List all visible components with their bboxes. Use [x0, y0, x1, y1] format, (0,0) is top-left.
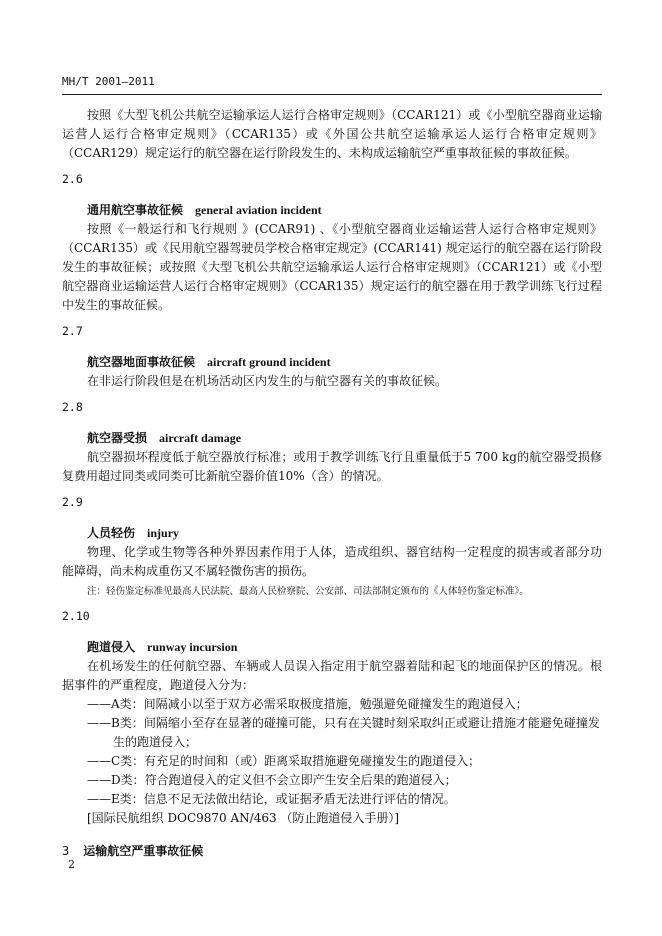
definition-paragraph: 在机场发生的任何航空器、车辆或人员误入指定用于航空器着陆和起飞的地面保护区的情况。根据事件的严重程度，跑道侵入分为： [62, 659, 602, 692]
term-zh: 人员轻伤 [87, 526, 136, 540]
definition-paragraph: 航空器损坏程度低于航空器放行标准；或用于教学训练飞行且重量低于5 700 kg的航空器受损修复费用超过同类或同类可比新航空器价值10%（含）的情况。 [62, 450, 602, 483]
standard-code-header: MH/T 2001—2011 [62, 75, 155, 88]
term-zh: 通用航空事故征候 [87, 203, 184, 217]
header-divider [62, 94, 602, 95]
note-text: 注：轻伤鉴定标准见最高人民法院、最高人民检察院、公安部、司法部制定颁布的《人体轻伤鉴定标准》。 [87, 586, 529, 597]
list-item: ——B类：间隔缩小至存在显著的碰撞可能，只有在关键时刻采取纠正或避让措施才能避免碰撞发 [87, 716, 600, 730]
term-en: aircraft damage [159, 431, 242, 445]
page-number: 2 [68, 858, 75, 871]
term-en: general aviation incident [195, 203, 322, 217]
list-item: ——A类：间隔减小以至于双方必需采取极度措施，勉强避免碰撞发生的跑道侵入； [87, 697, 528, 711]
term-zh: 跑道侵入 [87, 640, 136, 654]
term-zh: 航空器地面事故征候 [87, 355, 196, 369]
list-item: ——C类：有充足的时间和（或）距离采取措施避免碰撞发生的跑道侵入； [87, 754, 481, 768]
document-body [62, 106, 602, 861]
list-item-continuation: 生的跑道侵入； [113, 735, 198, 749]
clause-number-2-7: 2.7 [62, 324, 83, 338]
term-en: aircraft ground incident [207, 355, 331, 369]
section-heading-3 [62, 842, 602, 861]
definition-paragraph: 物理、化学或生物等各种外界因素作用于人体，造成组织、器官结构一定程度的损害或者部分功能障碍，尚未构成重伤又不属轻微伤害的损伤。 [62, 545, 602, 578]
term-heading-2-9 [62, 524, 602, 543]
definition-paragraph: 按照《一般运行和飞行规则 》(CCAR91) 、《小型航空器商业运输运营人运行合格审定规则》（CCAR135）或《民用航空器驾驶员学校合格审定规定》(CCAR141) 规定运行的航空器在运行阶段发生的事故征候；或按照《大型飞机公共航空运输承运人运行合格审定规则》（CCAR121）或《小型航空器商业运输运营人运行合格审定规则》（CCAR135）规定运行的航空器在用于教学训练飞行过程中发生的事故征候。 [62, 222, 602, 312]
term-en: runway incursion [147, 640, 238, 654]
clause-number-2-10: 2.10 [62, 609, 90, 623]
section-number: 3 [62, 844, 70, 858]
term-zh: 航空器受损 [87, 431, 148, 445]
list-item: ——E类：信息不足无法做出结论，或证据矛盾无法进行评估的情况。 [87, 792, 456, 806]
reference-citation: [国际民航组织 DOC9870 AN/463 （防止跑道侵入手册）] [87, 811, 400, 825]
definition-paragraph: 在非运行阶段但是在机场活动区内发生的与航空器有关的事故征候。 [87, 374, 448, 388]
intro-paragraph: 按照《大型飞机公共航空运输承运人运行合格审定规则》（CCAR121）或《小型航空器商业运输运营人运行合格审定规则》（CCAR135）或《外国公共航空运输承运人运行合格审定规则》（CCAR129）规定运行的航空器在运行阶段发生的、未构成运输航空严重事故征候的事故征候。 [62, 108, 602, 160]
clause-number-2-6: 2.6 [62, 172, 83, 186]
term-heading-2-7 [62, 353, 602, 372]
term-heading-2-8 [62, 429, 602, 448]
section-title: 运输航空严重事故征候 [83, 844, 204, 858]
clause-number-2-9: 2.9 [62, 495, 83, 509]
list-item: ——D类：符合跑道侵入的定义但不会立即产生安全后果的跑道侵入； [87, 773, 457, 787]
term-heading-2-6 [62, 201, 602, 220]
term-en: injury [147, 526, 180, 540]
term-heading-2-10 [62, 638, 602, 657]
clause-number-2-8: 2.8 [62, 400, 83, 414]
